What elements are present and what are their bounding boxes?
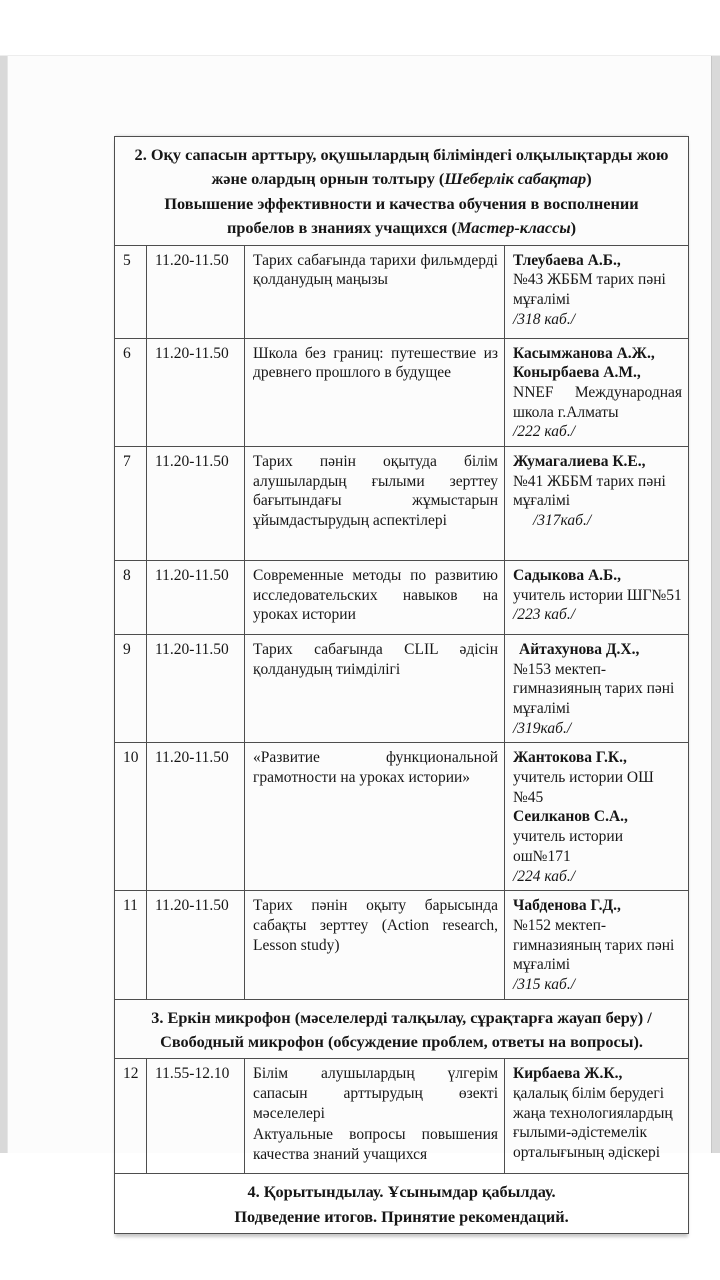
- section-2-title-ru-italic: Мастер-классы: [456, 218, 571, 238]
- presenter-name: Сеилканов С.А.,: [513, 808, 628, 826]
- table-row: [115, 891, 689, 999]
- presenter-affiliation: учитель истории ОШ №45: [513, 769, 654, 806]
- time-cell: [147, 891, 245, 999]
- topic-text-kk: Білім алушылардың үлгерім сапасын арттырудың өзекті мәселелері: [253, 1065, 498, 1122]
- row-number-cell: [115, 561, 147, 635]
- table-row: [115, 338, 689, 446]
- topic-cell: [245, 561, 505, 635]
- time-value: 11.20-11.50: [155, 641, 229, 659]
- time-value: 11.20-11.50: [155, 567, 229, 585]
- presenter-cell: [505, 891, 689, 999]
- time-value: 11.20-11.50: [155, 251, 229, 269]
- row-number: 5: [123, 251, 131, 269]
- topic-text: Тарих сабағында CLIL әдісін қолданудың тиімділігі: [253, 641, 498, 678]
- section-2-title-ru: Повышение эффективности и качества обучения в восполнении пробелов в знаниях учащихся (: [164, 193, 639, 238]
- time-cell: [147, 338, 245, 446]
- presenter-name: Чабденова Г.Д.,: [513, 897, 621, 915]
- time-cell: [147, 245, 245, 338]
- table-row: [115, 561, 689, 635]
- presenter-name: Тлеубаева А.Б.,: [513, 251, 621, 269]
- presenter-cell: [505, 338, 689, 446]
- room-number: /317каб./: [533, 512, 592, 530]
- presenter-affiliation: NNEF Международная школа г.Алматы: [513, 384, 683, 421]
- presenter-cell: [505, 561, 689, 635]
- section-3-header: [115, 999, 689, 1059]
- time-value: 11.20-11.50: [155, 453, 229, 471]
- topic-cell: [245, 1059, 505, 1174]
- topic-cell: [245, 447, 505, 561]
- row-number: 7: [123, 453, 131, 471]
- row-number-cell: [115, 635, 147, 743]
- room-number: /224 каб./: [513, 867, 576, 885]
- row-number: 8: [123, 567, 131, 585]
- time-cell: [147, 1059, 245, 1174]
- section-4-title-ru: Подведение итогов. Принятие рекомендаций.: [234, 1206, 569, 1226]
- topic-text: Тарих сабағында тарихи фильмдерді қолданудың маңызы: [253, 251, 498, 289]
- time-value: 11.20-11.50: [155, 897, 229, 915]
- time-cell: [147, 561, 245, 635]
- section-4-header: [115, 1174, 689, 1234]
- section-2-header: [115, 137, 689, 246]
- section-4-header-row: [115, 1174, 689, 1234]
- row-number-cell: [115, 891, 147, 999]
- presenter-cell: [505, 1059, 689, 1174]
- presenter-cell: [505, 447, 689, 561]
- row-number: 6: [123, 344, 131, 362]
- time-value: 11.20-11.50: [155, 344, 229, 362]
- section-3-header-row: [115, 999, 689, 1059]
- row-number: 9: [123, 641, 131, 659]
- section-4-title-kk: 4. Қорытындылау. Ұсынымдар қабылдау.: [247, 1182, 556, 1202]
- topic-text-ru: Актуальные вопросы повышения качества знаний учащихся: [253, 1126, 498, 1164]
- row-number: 12: [123, 1065, 139, 1083]
- section-2-header-row: [115, 137, 689, 246]
- row-number: 11: [123, 897, 138, 915]
- section-3-title: 3. Еркін микрофон (мәселелерді талқылау, сұрақтарға жауап беру) / Свободный микрофон (обсуждение проблем, ответы на вопросы).: [151, 1007, 652, 1051]
- time-value: 11.55-12.10: [155, 1065, 230, 1083]
- presenter-affiliation: №153 мектеп-гимназияның тарих пәні мұғалімі: [513, 660, 675, 718]
- topic-text: Современные методы по развитию исследовательских навыков на уроках истории: [253, 567, 498, 624]
- time-cell: [147, 743, 245, 891]
- presenter-cell: [505, 245, 689, 338]
- room-number: /222 каб./: [513, 423, 576, 441]
- topic-text: Тарих пәнін оқыту барысында сабақты зерттеу (Action research, Lesson study): [253, 897, 498, 954]
- presenter-cell: [505, 635, 689, 743]
- table-row: [115, 447, 689, 561]
- topic-cell: [245, 338, 505, 446]
- section-2-title-kk-italic: Шеберлік сабақтар: [444, 169, 587, 189]
- row-number-cell: [115, 743, 147, 891]
- presenter-affiliation: №152 мектеп-гимназияның тарих пәні мұғалімі: [513, 916, 675, 974]
- presenter-affiliation: учитель истории ШГ№51: [513, 586, 682, 604]
- presenter-name: Жумагалиева К.Е.,: [513, 453, 646, 471]
- presenter-cell: [505, 743, 689, 891]
- scan-left-edge: [0, 56, 8, 1153]
- room-number: /223 каб./: [513, 606, 576, 624]
- row-number: 10: [123, 749, 139, 767]
- presenter-name: Жантокова Г.К.,: [513, 749, 627, 767]
- topic-text: «Развитие функциональной грамотности на уроках истории»: [253, 749, 498, 787]
- presenter-name: Садыкова А.Б.,: [513, 567, 622, 585]
- time-value: 11.20-11.50: [155, 749, 229, 767]
- topic-cell: [245, 891, 505, 999]
- presenter-affiliation: учитель истории ош№171: [513, 828, 624, 865]
- table-row: [115, 1059, 689, 1174]
- row-number-cell: [115, 245, 147, 338]
- section-2-ru-close: ): [570, 218, 577, 238]
- presenter-affiliation: қалалық білім берудегі жаңа технологиялардың ғылыми-әдістемелік орталығының әдіскері: [513, 1085, 673, 1162]
- table-row: [115, 245, 689, 338]
- time-cell: [147, 635, 245, 743]
- topic-text: Тарих пәнін оқытуда білім алушылардың ғылыми зерттеу бағытындағы жұмыстарын ұйымдастырудың аспектілері: [253, 453, 498, 530]
- topic-text: Школа без границ: путешествие из древнего прошлого в будущее: [253, 344, 498, 382]
- room-number: /318 каб./: [513, 310, 576, 328]
- row-number-cell: [115, 1059, 147, 1174]
- presenter-name: Касымжанова А.Ж.,: [513, 344, 655, 362]
- topic-cell: [245, 635, 505, 743]
- time-cell: [147, 447, 245, 561]
- room-number: /319каб./: [513, 719, 572, 737]
- table-row: [115, 743, 689, 891]
- presenter-name: Айтахунова Д.Х.,: [519, 641, 640, 659]
- table-row: [115, 635, 689, 743]
- topic-cell: [245, 245, 505, 338]
- presenter-name: Конырбаева А.М.,: [513, 364, 641, 382]
- program-table: [114, 136, 689, 1234]
- room-number: /315 каб./: [513, 975, 576, 993]
- presenter-affiliation: №41 ЖББМ тарих пәні мұғалімі: [513, 472, 666, 510]
- presenter-affiliation: №43 ЖББМ тарих пәні мұғалімі: [513, 271, 666, 309]
- section-2-title-kk: 2. Оқу сапасын арттыру, оқушылардың біліміндегі олқылықтарды жою және олардың орнын толтыру (: [134, 145, 669, 189]
- scan-right-edge: [711, 56, 720, 1153]
- presenter-name: Кирбаева Ж.К.,: [513, 1065, 623, 1083]
- row-number-cell: [115, 338, 147, 446]
- topic-cell: [245, 743, 505, 891]
- row-number-cell: [115, 447, 147, 561]
- section-2-kk-close: ): [586, 169, 592, 189]
- scanned-page[interactable]: [0, 55, 720, 1226]
